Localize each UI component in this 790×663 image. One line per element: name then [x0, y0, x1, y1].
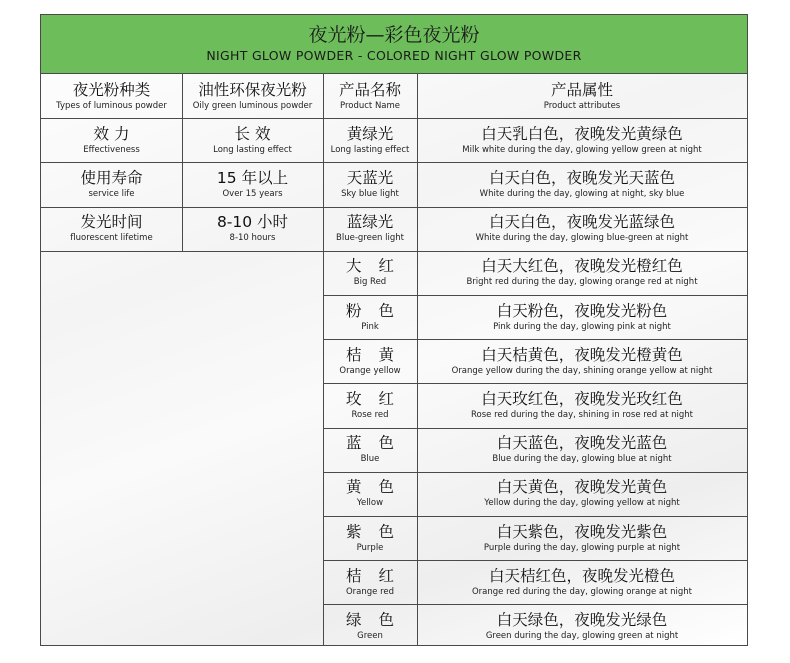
product-name-9-zh: 黄 色 [346, 478, 400, 497]
spec-table [40, 14, 748, 646]
product-name-11 [323, 560, 417, 604]
left-label-2-en: service life [88, 188, 135, 199]
product-name-5-en: Pink [361, 321, 379, 332]
left-label-3-zh: 发光时间 [80, 213, 143, 232]
product-name-10-zh: 紫 色 [346, 522, 400, 541]
row-divider [323, 560, 747, 561]
header-product-attributes [417, 74, 747, 118]
product-attr-4-zh: 白天大红色，夜晚发光橙红色 [481, 257, 683, 276]
product-attr-2 [417, 162, 747, 206]
product-attr-7-en: Rose red during the day, shining in rose red at night [470, 409, 693, 420]
left-label-2-zh: 使用寿命 [80, 168, 143, 187]
product-attr-9-zh: 白天黄色，夜晚发光黄色 [496, 478, 668, 497]
product-name-4 [323, 251, 417, 295]
product-name-4-zh: 大 红 [346, 257, 400, 276]
product-attr-1 [417, 118, 747, 162]
product-attr-12-en: Green during the day, glowing green at night [485, 630, 679, 641]
product-attr-5-zh: 白天粉色，夜晚发光粉色 [496, 301, 668, 320]
header-product-name-zh: 产品名称 [338, 80, 401, 99]
product-name-8 [323, 428, 417, 472]
product-attr-4-en: Bright red during the day, glowing orange red at night [466, 277, 698, 288]
col-divider [182, 74, 183, 251]
product-attr-8-zh: 白天蓝色，夜晚发光蓝色 [496, 434, 668, 453]
product-attr-9-en: Yellow during the day, glowing yellow at night [484, 498, 680, 509]
left-value-0 [182, 74, 323, 118]
header-product-attributes-en: Product attributes [543, 100, 621, 111]
product-attr-10-en: Purple during the day, glowing purple at night [483, 542, 681, 553]
product-name-7 [323, 383, 417, 427]
product-attr-11 [417, 560, 747, 604]
product-attr-5-en: Pink during the day, glowing pink at night [493, 321, 671, 332]
title-banner [41, 15, 747, 74]
row-divider [323, 339, 747, 340]
product-name-6-zh: 桔 黄 [346, 345, 400, 364]
header-product-attributes-zh: 产品属性 [550, 80, 613, 99]
col-divider [417, 74, 418, 645]
product-name-7-zh: 玫 红 [346, 389, 400, 408]
product-name-5 [323, 295, 417, 339]
product-name-1 [323, 118, 417, 162]
product-name-12-zh: 绿 色 [346, 610, 400, 629]
row-divider [41, 207, 747, 208]
product-name-3-zh: 蓝绿光 [346, 213, 394, 232]
product-name-11-zh: 桔 红 [346, 566, 400, 585]
product-attr-5 [417, 295, 747, 339]
product-attr-3-zh: 白天白色，夜晚发光蓝绿色 [488, 213, 675, 232]
col-divider [323, 74, 324, 645]
product-attr-11-zh: 白天桔红色，夜晚发光橙色 [488, 566, 675, 585]
product-name-10 [323, 516, 417, 560]
product-name-10-en: Purple [356, 542, 384, 553]
header-product-name [323, 74, 417, 118]
left-value-1 [182, 118, 323, 162]
left-value-0-zh: 油性环保夜光粉 [198, 80, 307, 99]
product-name-6-en: Orange yellow [339, 365, 401, 376]
row-divider [323, 472, 747, 473]
product-name-8-en: Blue [360, 454, 380, 465]
product-name-9 [323, 472, 417, 516]
left-label-1-zh: 效 力 [93, 124, 130, 143]
product-name-1-zh: 黄绿光 [346, 124, 394, 143]
product-name-9-en: Yellow [356, 498, 384, 509]
product-attr-8-en: Blue during the day, glowing blue at night [492, 454, 672, 465]
product-attr-7-zh: 白天玫红色，夜晚发光玫红色 [481, 389, 683, 408]
product-attr-10-zh: 白天紫色，夜晚发光紫色 [496, 522, 668, 541]
row-divider [41, 118, 747, 119]
product-attr-12-zh: 白天绿色，夜晚发光绿色 [496, 610, 668, 629]
left-label-1-en: Effectiveness [83, 144, 140, 155]
product-attr-3 [417, 207, 747, 251]
product-attr-2-zh: 白天白色，夜晚发光天蓝色 [488, 168, 675, 187]
product-attr-9 [417, 472, 747, 516]
left-label-0-zh: 夜光粉种类 [72, 80, 151, 99]
product-name-2 [323, 162, 417, 206]
row-divider [323, 516, 747, 517]
left-label-0-en: Types of luminous powder [56, 100, 167, 111]
left-value-3-en: 8-10 hours [229, 233, 276, 244]
left-value-3 [182, 207, 323, 251]
product-name-6 [323, 339, 417, 383]
row-divider [41, 251, 747, 252]
row-divider [323, 295, 747, 296]
product-attr-1-en: Milk white during the day, glowing yellow green at night [462, 144, 702, 155]
left-value-1-zh: 长 效 [234, 124, 271, 143]
left-label-3 [41, 207, 182, 251]
product-attr-6-en: Orange yellow during the day, shining orange yellow at night [451, 365, 713, 376]
product-attr-10 [417, 516, 747, 560]
left-label-0 [41, 74, 182, 118]
title-chinese: 夜光粉—彩色夜光粉 [308, 24, 480, 46]
header-product-name-en: Product Name [339, 100, 401, 111]
product-name-11-en: Orange red [345, 586, 395, 597]
title-english: NIGHT GLOW POWDER - COLORED NIGHT GLOW POWDER [206, 48, 582, 63]
product-name-5-zh: 粉 色 [346, 301, 400, 320]
product-attr-12 [417, 604, 747, 648]
left-label-3-en: fluorescent lifetime [70, 233, 153, 244]
left-value-2-en: Over 15 years [222, 188, 283, 199]
row-divider [323, 428, 747, 429]
product-attr-11-en: Orange red during the day, glowing orange at night [471, 586, 693, 597]
product-name-2-zh: 天蓝光 [346, 168, 394, 187]
left-value-3-zh: 8-10 小时 [216, 213, 289, 232]
product-name-12-en: Green [357, 630, 383, 641]
row-divider [41, 162, 747, 163]
product-attr-7 [417, 383, 747, 427]
left-label-1 [41, 118, 182, 162]
product-attr-8 [417, 428, 747, 472]
product-attr-6 [417, 339, 747, 383]
product-name-4-en: Big Red [353, 277, 387, 288]
product-attr-1-zh: 白天乳白色，夜晚发光黄绿色 [481, 124, 683, 143]
left-label-2 [41, 162, 182, 206]
left-value-2-zh: 15 年以上 [216, 168, 289, 187]
row-divider [323, 383, 747, 384]
left-value-2 [182, 162, 323, 206]
left-value-1-en: Long lasting effect [213, 144, 292, 155]
product-name-8-zh: 蓝 色 [346, 434, 400, 453]
product-name-3 [323, 207, 417, 251]
left-value-0-en: Oily green luminous powder [192, 100, 313, 111]
product-name-3-en: Blue-green light [336, 233, 404, 244]
product-name-7-en: Rose red [351, 409, 389, 420]
product-attr-2-en: White during the day, glowing at night, sky blue [479, 188, 685, 199]
product-name-1-en: Long lasting effect [330, 144, 410, 155]
product-name-2-en: Sky blue light [341, 188, 399, 199]
product-attr-6-zh: 白天桔黄色，夜晚发光橙黄色 [481, 345, 683, 364]
product-attr-3-en: White during the day, glowing blue-green at night [475, 233, 689, 244]
row-divider [323, 604, 747, 605]
product-attr-4 [417, 251, 747, 295]
product-name-12 [323, 604, 417, 648]
